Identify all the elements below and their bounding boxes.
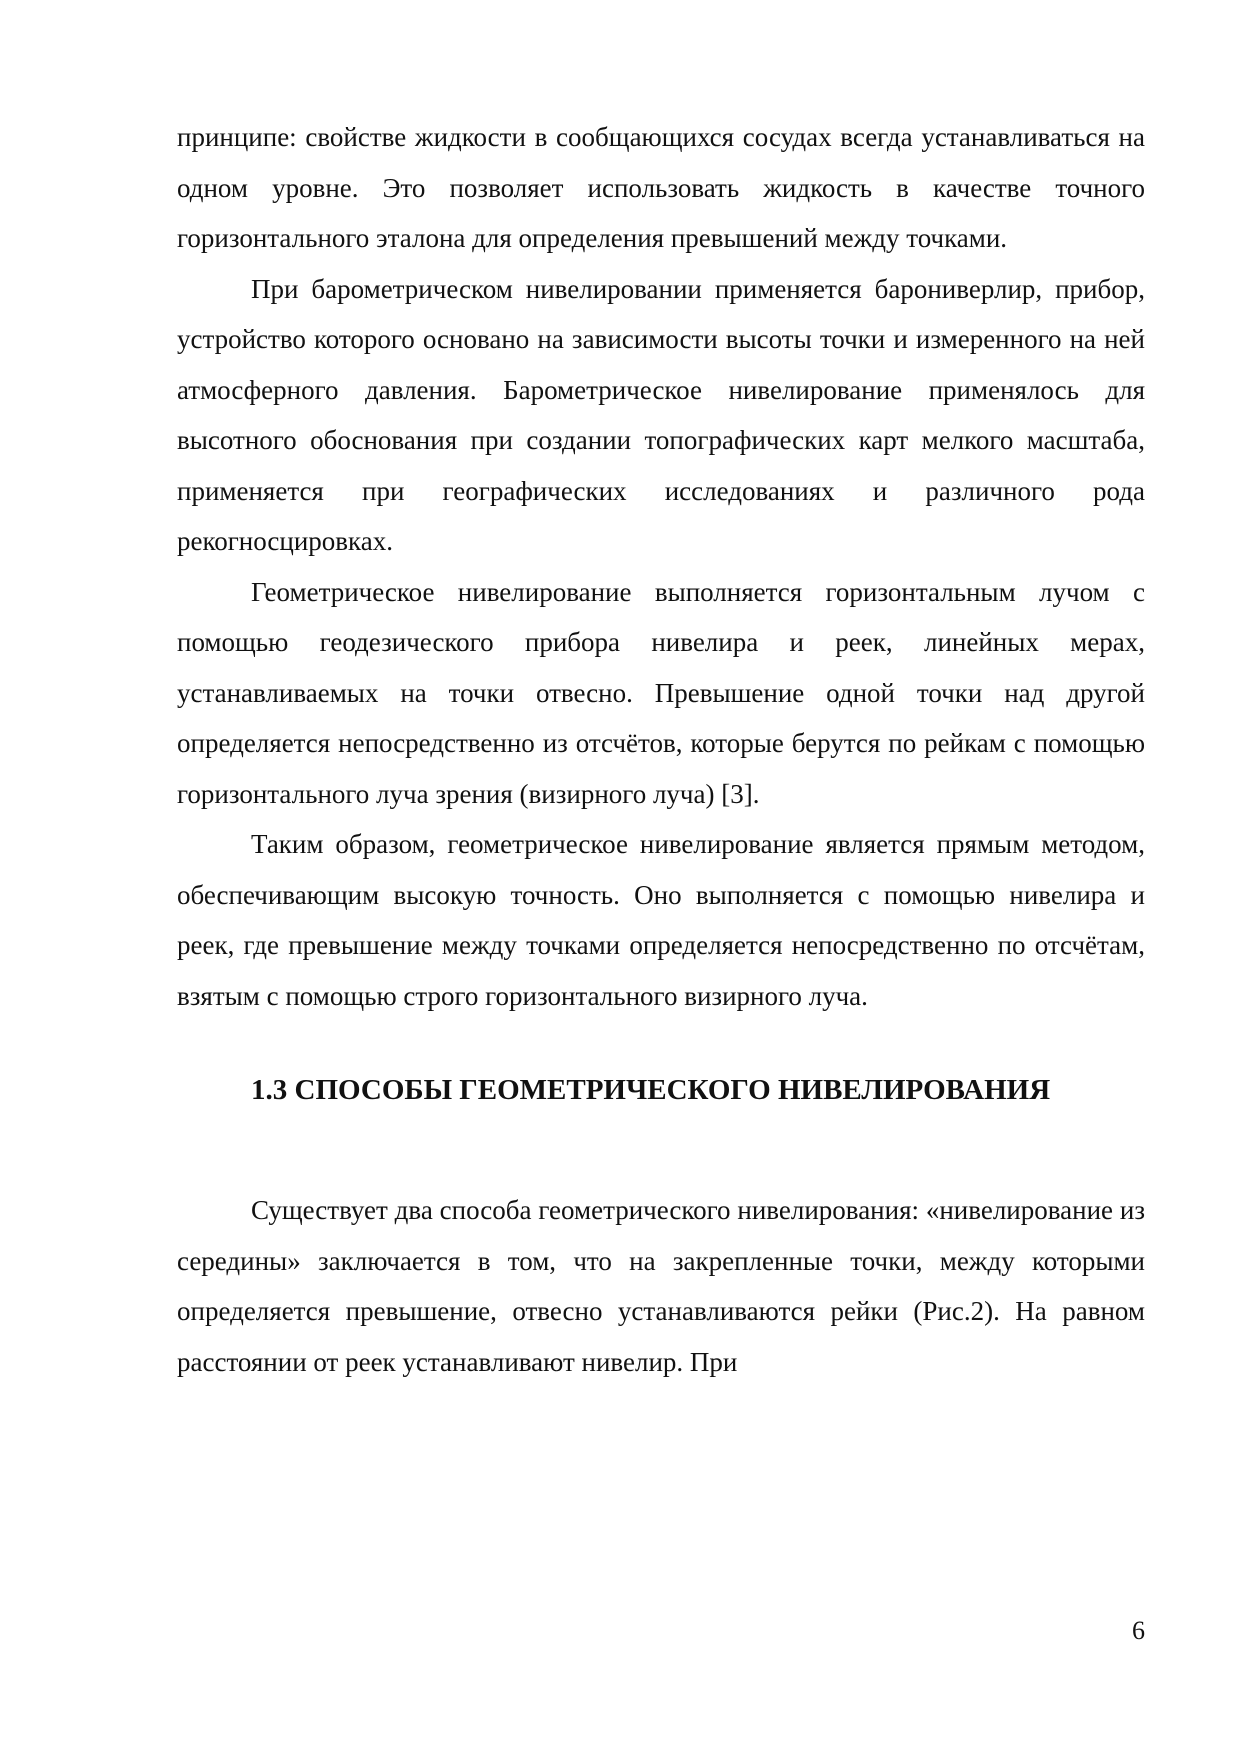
- paragraph-geometric-leveling: Геометрическое нивелирование выполняется горизонтальным лучом с помощью геодезического прибора нивелира и реек, линейных мерах, устанавливаемых на точки отвесно. Превышение одной точки над другой определяется непосредственно из отсчётов, которые берутся по рейкам с помощью горизонтального луча зрения (визирного луча) [3].: [177, 576, 1145, 809]
- paragraph-barometric-leveling: При барометрическом нивелировании применяется барониверлир, прибор, устройство которого основано на зависимости высоты точки и измеренного на ней атмосферного давления. Барометрическое нивелирование применялось для высотного обоснования при создании топографических карт мелкого масштаба, применяется при географических исследованиях и различного рода рекогносцировках.: [177, 273, 1145, 556]
- section-heading: 1.3 СПОСОБЫ ГЕОМЕТРИЧЕСКОГО НИВЕЛИРОВАНИЯ: [251, 1074, 1051, 1106]
- paragraph-leveling-methods: Существует два способа геометрического нивелирования: «нивелирование из середины» заключается в том, что на закрепленные точки, между которыми определяется превышение, отвесно устанавливаются рейки (Рис.2). На равном расстоянии от реек устанавливают нивелир. При: [177, 1195, 1145, 1377]
- page-content: [177, 112, 1145, 1387]
- paragraph-continuation: принципе: свойстве жидкости в сообщающихся сосудах всегда устанавливаться на одном уровне. Это позволяет использовать жидкость в качестве точного горизонтального эталона для определения превышений между точками.: [177, 122, 1145, 253]
- paragraph-conclusion: Таким образом, геометрическое нивелирование является прямым методом, обеспечивающим высокую точность. Оно выполняется с помощью нивелира и реек, где превышение между точками определяется непосредственно по отсчётам, взятым с помощью строго горизонтального визирного луча.: [177, 829, 1145, 1011]
- heading-spacer: [177, 1119, 1145, 1185]
- page-number: 6: [1132, 1616, 1145, 1645]
